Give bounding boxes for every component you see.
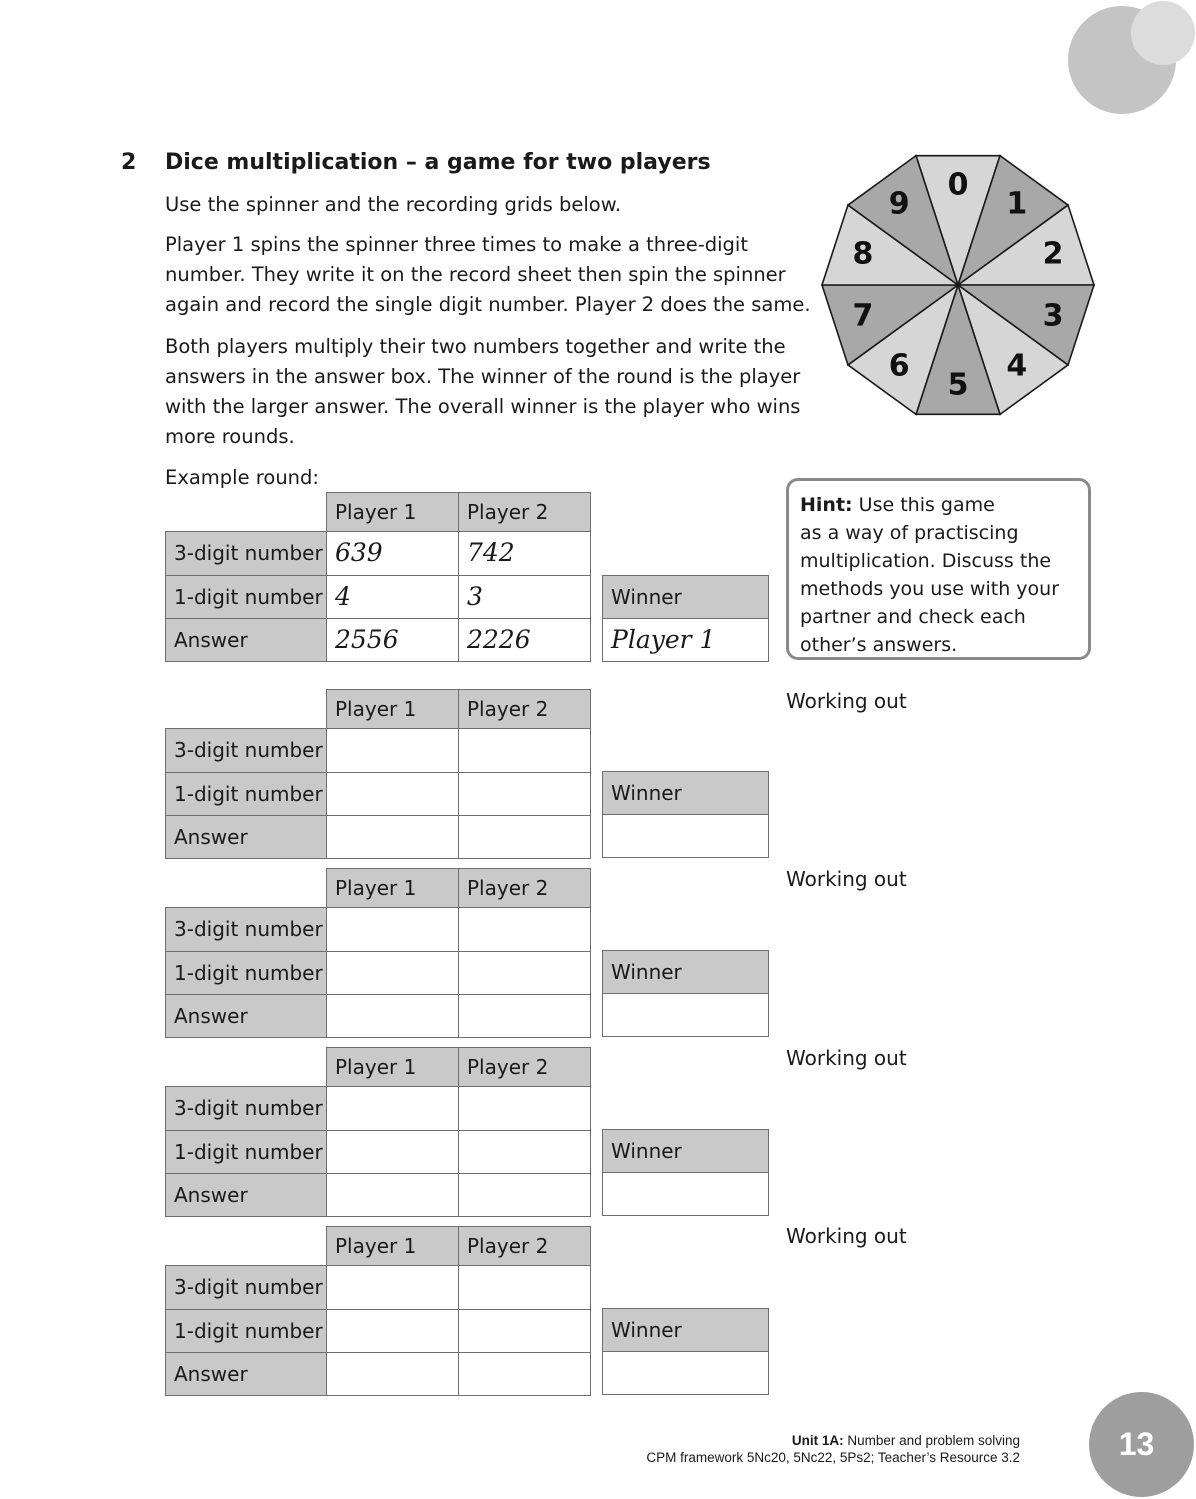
p2-three-digit-input[interactable] [458,728,591,773]
p1-answer-input[interactable] [326,1352,459,1396]
working-out-label: Working out [786,867,907,891]
working-out-label: Working out [786,1046,907,1070]
player1-header: Player 1 [326,492,459,532]
p1-one-digit-input[interactable] [326,1309,459,1353]
p2-one-digit-input[interactable] [458,1309,591,1353]
winner-value: Player 1 [602,618,769,662]
p2-three-digit-input[interactable] [458,1086,591,1131]
row-label-answer: Answer [165,618,327,662]
p1-answer-input[interactable] [326,815,459,859]
row-label-answer: Answer [165,994,327,1038]
p2-one-digit-input[interactable] [458,772,591,816]
winner-header: Winner [602,1129,769,1173]
row-label-one-digit: 1-digit number [165,575,327,619]
p2-one-digit-value: 3 [458,575,591,619]
hint-line-1: Use this game [858,494,995,516]
round-grid [165,689,590,859]
hint-line-5: partner and check each [800,606,1026,628]
footer-unit-label: Unit 1A: [791,1433,844,1448]
spinner-number: 8 [852,236,874,272]
footer [646,1432,1020,1466]
p1-one-digit-input[interactable] [326,1130,459,1174]
round-winner-box [602,1129,769,1217]
spinner-number: 0 [947,167,969,203]
player2-header: Player 2 [458,1047,591,1087]
p2-answer-input[interactable] [458,1352,591,1396]
page-number: 13 [1089,1392,1194,1497]
row-label-one-digit: 1-digit number [165,1309,327,1353]
spinner-number: 7 [852,298,874,334]
p2-answer-input[interactable] [458,815,591,859]
working-out-label: Working out [786,1224,907,1248]
p1-answer-input[interactable] [326,1173,459,1217]
row-label-one-digit: 1-digit number [165,772,327,816]
p2-answer-input[interactable] [458,1173,591,1217]
hint-line-6: other’s answers. [800,634,958,656]
p2-answer-input[interactable] [458,994,591,1038]
decorative-circle-small [1131,1,1195,65]
p1-answer-input[interactable] [326,994,459,1038]
row-label-one-digit: 1-digit number [165,951,327,995]
working-out-label: Working out [786,689,907,713]
spinner-number: 5 [947,367,969,403]
p1-one-digit-input[interactable] [326,772,459,816]
question-number: 2 [121,150,137,175]
player2-header: Player 2 [458,689,591,729]
p1-one-digit-input[interactable] [326,951,459,995]
spinner-number: 2 [1042,236,1064,272]
p1-one-digit-value: 4 [326,575,459,619]
p1-three-digit-input[interactable] [326,728,459,773]
hint-line-4: methods you use with your [800,578,1060,600]
p2-one-digit-input[interactable] [458,1130,591,1174]
hint-box [786,478,1091,660]
winner-input[interactable] [602,993,769,1037]
row-label-three-digit: 3-digit number [165,1086,327,1131]
round-grid [165,868,590,1038]
instruction-paragraph-3: Both players multiply their two numbers together and write the answers in the answer box. The winner of the round is the player with the larger answer. The overall winner is the player who wins more rounds. [165,335,801,448]
question-title: Dice multiplication – a game for two players [165,150,711,175]
p1-three-digit-value: 639 [326,531,459,576]
spinner-number: 9 [888,186,910,222]
hint-line-3: multiplication. Discuss the [800,550,1052,572]
p1-three-digit-input[interactable] [326,1086,459,1131]
footer-framework: CPM framework 5Nc20, 5Nc22, 5Ps2; Teacher’s Resource 3.2 [646,1450,1020,1465]
round-grid [165,1047,590,1217]
row-label-one-digit: 1-digit number [165,1130,327,1174]
round-winner-box [602,1308,769,1396]
player2-header: Player 2 [458,492,591,532]
row-label-three-digit: 3-digit number [165,531,327,576]
instruction-paragraph-2: Player 1 spins the spinner three times to make a three-digit number. They write it on the record sheet then spin the spinner again and record the single digit number. Player 2 does the same. [165,233,811,316]
spinner-number: 6 [888,348,910,384]
footer-unit-title: Number and problem solving [847,1433,1020,1448]
winner-header: Winner [602,771,769,815]
hint-line-2: as a way of practiscing [800,522,1019,544]
player1-header: Player 1 [326,1226,459,1266]
p2-three-digit-input[interactable] [458,1265,591,1310]
winner-header: Winner [602,1308,769,1352]
round-winner-box [602,771,769,859]
spinner-number: 3 [1042,298,1064,334]
p2-one-digit-input[interactable] [458,951,591,995]
winner-input[interactable] [602,1351,769,1395]
row-label-answer: Answer [165,1173,327,1217]
winner-input[interactable] [602,814,769,858]
example-round-label: Example round: [165,466,319,489]
winner-input[interactable] [602,1172,769,1216]
player1-header: Player 1 [326,1047,459,1087]
p2-three-digit-input[interactable] [458,907,591,952]
example-winner-box [602,575,769,663]
instruction-paragraph-1: Use the spinner and the recording grids below. [165,193,622,216]
player2-header: Player 2 [458,868,591,908]
spinner-number: 1 [1006,186,1028,222]
p2-answer-value: 2226 [458,618,591,662]
winner-header: Winner [602,950,769,994]
winner-header: Winner [602,575,769,619]
p1-answer-value: 2556 [326,618,459,662]
row-label-answer: Answer [165,1352,327,1396]
p1-three-digit-input[interactable] [326,1265,459,1310]
p1-three-digit-input[interactable] [326,907,459,952]
round-winner-box [602,950,769,1038]
round-grid [165,1226,590,1396]
example-round-grid [165,492,590,662]
player1-header: Player 1 [326,868,459,908]
row-label-three-digit: 3-digit number [165,728,327,773]
hint-label: Hint: [800,494,853,516]
spinner-number: 4 [1006,348,1028,384]
number-spinner [820,154,1096,416]
row-label-three-digit: 3-digit number [165,907,327,952]
player2-header: Player 2 [458,1226,591,1266]
player1-header: Player 1 [326,689,459,729]
row-label-three-digit: 3-digit number [165,1265,327,1310]
p2-three-digit-value: 742 [458,531,591,576]
row-label-answer: Answer [165,815,327,859]
